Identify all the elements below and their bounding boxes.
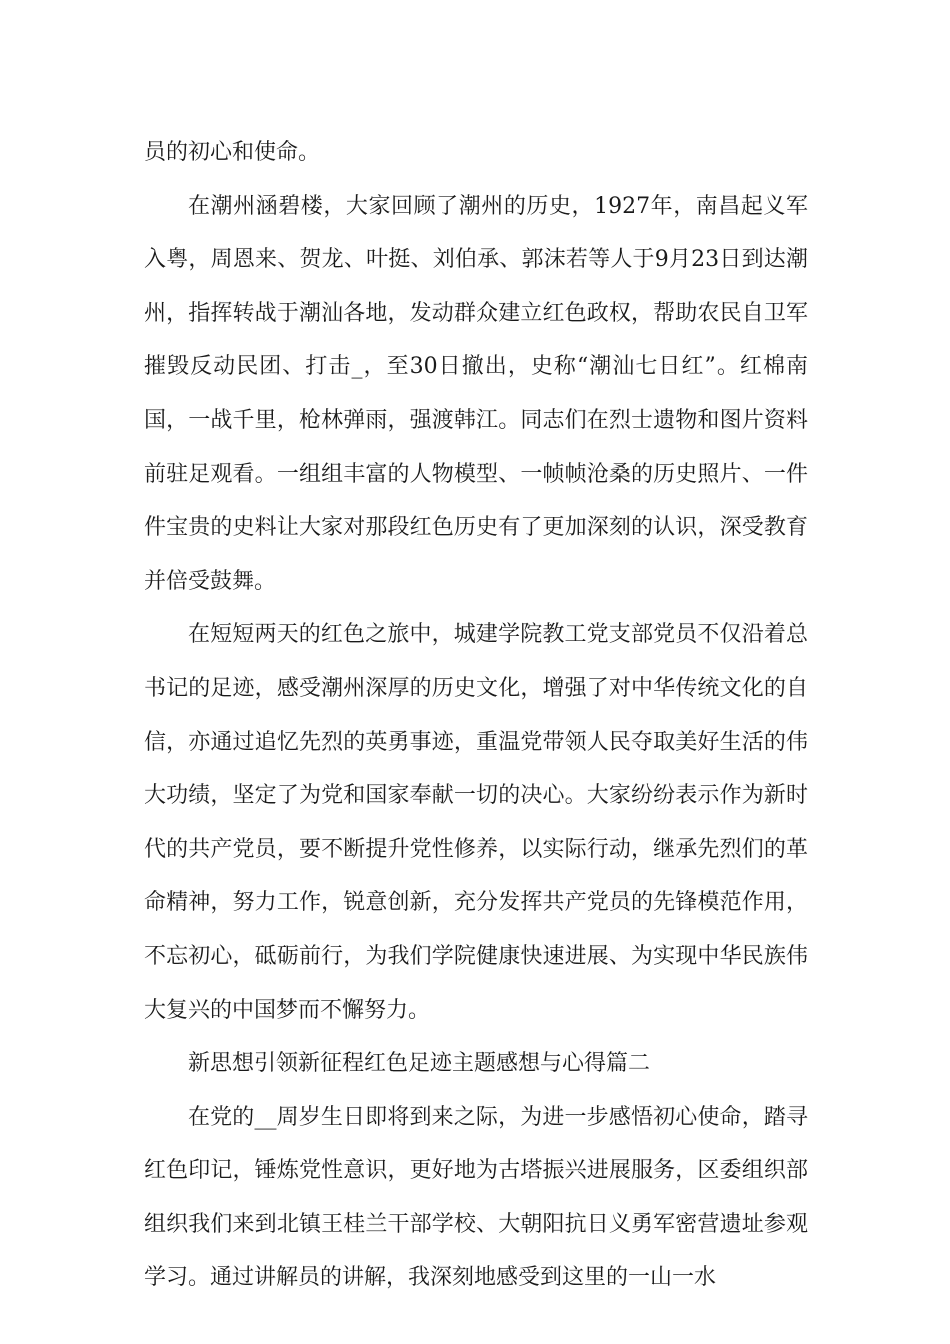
body-text: [144, 126, 808, 1305]
paragraph-chaozhou-history: 在潮州涵碧楼，大家回顾了潮州的历史，1927年，南昌起义军入粤，周恩来、贺龙、叶挺、刘伯承、郭沫若等人于9月23日到达潮州，指挥转战于潮汕各地，发动群众建立红色政权，帮助农民自卫军摧毁反动民团、打击_，至30日撤出，史称“潮汕七日红”。红棉南国，一战千里，枪林弹雨，强渡韩江。同志们在烈士遗物和图片资料前驻足观看。一组组丰富的人物模型、一帧帧沧桑的历史照片、一件件宝贵的史料让大家对那段红色历史有了更加深刻的认识，深受教育并倍受鼓舞。: [144, 193, 808, 594]
paragraph-continuation: 员的初心和使命。: [144, 140, 321, 165]
section-heading: 新思想引领新征程红色足迹主题感想与心得篇二: [188, 1051, 651, 1077]
paragraph-party-anniversary: 在党的__周岁生日即将到来之际，为进一步感悟初心使命，踏寻红色印记，锤炼党性意识，更好地为古塔振兴进展服务，区委组织部组织我们来到北镇王桂兰干部学校、大朝阳抗日义勇军密营遗址参观学习。通过讲解员的讲解，我深刻地感受到这里的一山一水: [144, 1104, 808, 1291]
paragraph-red-tour-reflection: 在短短两天的红色之旅中，城建学院教工党支部党员不仅沿着总书记的足迹，感受潮州深厚的历史文化，增强了对中华传统文化的自信，亦通过追忆先烈的英勇事迹，重温党带领人民夺取美好生活的伟大功绩，坚定了为党和国家奉献一切的决心。大家纷纷表示作为新时代的共产党员，要不断提升党性修养，以实际行动，继承先烈们的革命精神，努力工作，锐意创新，充分发挥共产党员的先锋模范作用，不忘初心，砥砺前行，为我们学院健康快速进展、为实现中华民族伟大复兴的中国梦而不懈努力。: [144, 622, 808, 1023]
